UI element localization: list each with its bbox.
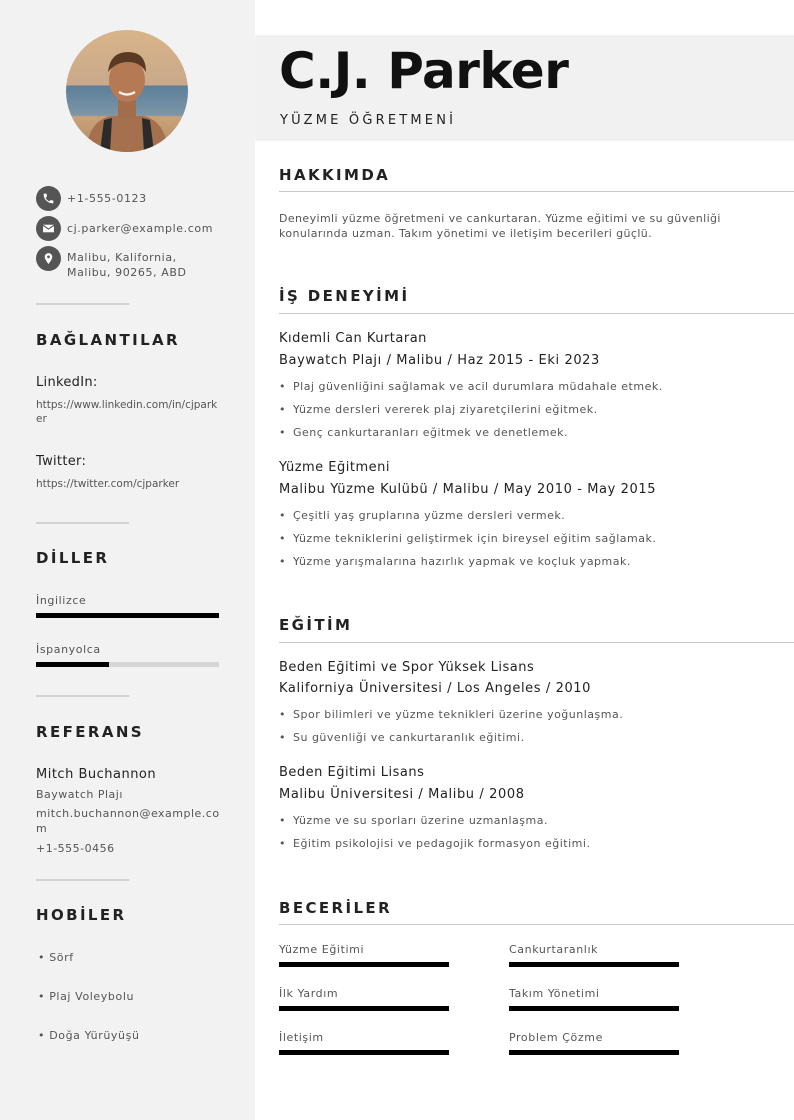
skill-name: Cankurtaranlık — [509, 943, 599, 956]
skill-bar — [509, 1006, 679, 1011]
degree-bullet: • Eğitim psikolojisi ve pedagojik formasyon eğitimi. — [279, 837, 590, 850]
section-rule — [279, 191, 794, 192]
skill-bar-fill — [509, 1006, 679, 1011]
degree-bullet: • Spor bilimleri ve yüzme teknikleri üzerine yoğunlaşma. — [279, 708, 623, 721]
degree-subtitle: Malibu Üniversitesi / Malibu / 2008 — [279, 787, 525, 802]
hobby-label: Plaj Voleybolu — [49, 990, 135, 1003]
contact-email — [36, 216, 213, 241]
reference-phone: +1-555-0456 — [36, 842, 115, 855]
degree-bullet: • Yüzme ve su sporları üzerine uzmanlaşma. — [279, 814, 548, 827]
hobby-item: • Doğa Yürüyüşü — [38, 1029, 140, 1042]
skill-bar-fill — [509, 1050, 679, 1055]
skill-bar-fill — [509, 962, 679, 967]
reference-company: Baywatch Plajı — [36, 788, 123, 801]
address-line-1: Malibu, Kalifornia, — [67, 251, 177, 264]
linkedin-label: LinkedIn: — [36, 375, 98, 390]
address-line-2: Malibu, 90265, ABD — [67, 266, 187, 279]
phone-text: +1-555-0123 — [67, 192, 147, 205]
section-rule — [279, 642, 794, 643]
job-subtitle: Malibu Yüzme Kulübü / Malibu / May 2010 - May 2015 — [279, 482, 657, 497]
job-title: YÜZME ÖĞRETMENİ — [280, 113, 457, 128]
skill-bar — [279, 962, 449, 967]
hobby-item: • Plaj Voleybolu — [38, 990, 135, 1003]
avatar — [66, 30, 188, 152]
divider — [36, 879, 129, 881]
divider — [36, 303, 129, 305]
skill-name: Yüzme Eğitimi — [279, 943, 365, 956]
language-name: İngilizce — [36, 594, 87, 607]
address-text — [67, 250, 187, 280]
divider — [36, 695, 129, 697]
skill-name: Takım Yönetimi — [509, 987, 600, 1000]
job-bullet: • Yüzme tekniklerini geliştirmek için bireysel eğitim sağlamak. — [279, 532, 656, 545]
skill-name: İletişim — [279, 1031, 324, 1044]
skill-bar-fill — [279, 1006, 449, 1011]
twitter-label: Twitter: — [36, 454, 87, 469]
contact-phone — [36, 186, 147, 211]
phone-icon — [36, 186, 61, 211]
language-bar — [36, 662, 219, 667]
linkedin-url[interactable]: https://www.linkedin.com/in/cjparker — [36, 399, 218, 425]
about-heading: HAKKIMDA — [279, 166, 391, 184]
location-pin-icon — [36, 246, 61, 271]
job-bullet: • Genç cankurtaranları eğitmek ve denetlemek. — [279, 426, 568, 439]
person-name: C.J. Parker — [279, 42, 569, 100]
reference-name: Mitch Buchannon — [36, 767, 157, 782]
skill-bar — [509, 962, 679, 967]
reference-email[interactable]: mitch.buchannon@example.com — [36, 807, 220, 835]
degree-subtitle: Kaliforniya Üniversitesi / Los Angeles / 2010 — [279, 681, 592, 696]
experience-heading: İŞ DENEYİMİ — [279, 287, 410, 305]
skill-bar — [279, 1050, 449, 1055]
divider — [36, 522, 129, 524]
hobby-item: • Sörf — [38, 951, 74, 964]
skill-bar — [279, 1006, 449, 1011]
degree-title: Beden Eğitimi Lisans — [279, 765, 425, 780]
envelope-icon — [36, 216, 61, 241]
education-heading: EĞİTİM — [279, 616, 353, 634]
sidebar — [0, 0, 255, 1120]
languages-heading: DİLLER — [36, 549, 110, 567]
hobby-label: Doğa Yürüyüşü — [49, 1029, 140, 1042]
skill-name: Problem Çözme — [509, 1031, 603, 1044]
language-bar-fill — [36, 662, 109, 667]
job-title-item: Kıdemli Can Kurtaran — [279, 331, 427, 346]
skill-name: İlk Yardım — [279, 987, 339, 1000]
job-bullet: • Yüzme yarışmalarına hazırlık yapmak ve koçluk yapmak. — [279, 555, 631, 568]
job-bullet: • Plaj güvenliğini sağlamak ve acil durumlara müdahale etmek. — [279, 380, 663, 393]
skill-bar-fill — [279, 962, 449, 967]
job-subtitle: Baywatch Plajı / Malibu / Haz 2015 - Eki 2023 — [279, 353, 600, 368]
twitter-url[interactable]: https://twitter.com/cjparker — [36, 478, 180, 490]
job-title-item: Yüzme Eğitmeni — [279, 460, 390, 475]
language-name: İspanyolca — [36, 643, 101, 656]
language-bar — [36, 613, 219, 618]
hobbies-heading: HOBİLER — [36, 906, 127, 924]
reference-heading: REFERANS — [36, 723, 145, 741]
email-text[interactable]: cj.parker@example.com — [67, 222, 214, 235]
job-bullet: • Çeşitli yaş gruplarına yüzme dersleri vermek. — [279, 509, 565, 522]
job-bullet: • Yüzme dersleri vererek plaj ziyaretçilerini eğitmek. — [279, 403, 598, 416]
section-rule — [279, 313, 794, 314]
hobby-label: Sörf — [49, 951, 74, 964]
section-rule — [279, 924, 794, 925]
skills-heading: BECERİLER — [279, 899, 393, 917]
degree-bullet: • Su güvenliği ve cankurtaranlık eğitimi. — [279, 731, 525, 744]
skill-bar-fill — [279, 1050, 449, 1055]
links-heading: BAĞLANTILAR — [36, 331, 181, 349]
about-text: Deneyimli yüzme öğretmeni ve cankurtaran. Yüzme eğitimi ve su güvenliği konularında uzman. Takım yönetimi ve iletişim becerileri güçlü. — [279, 212, 721, 240]
contact-address — [36, 246, 187, 280]
skill-bar — [509, 1050, 679, 1055]
degree-title: Beden Eğitimi ve Spor Yüksek Lisans — [279, 660, 535, 675]
language-bar-fill — [36, 613, 219, 618]
